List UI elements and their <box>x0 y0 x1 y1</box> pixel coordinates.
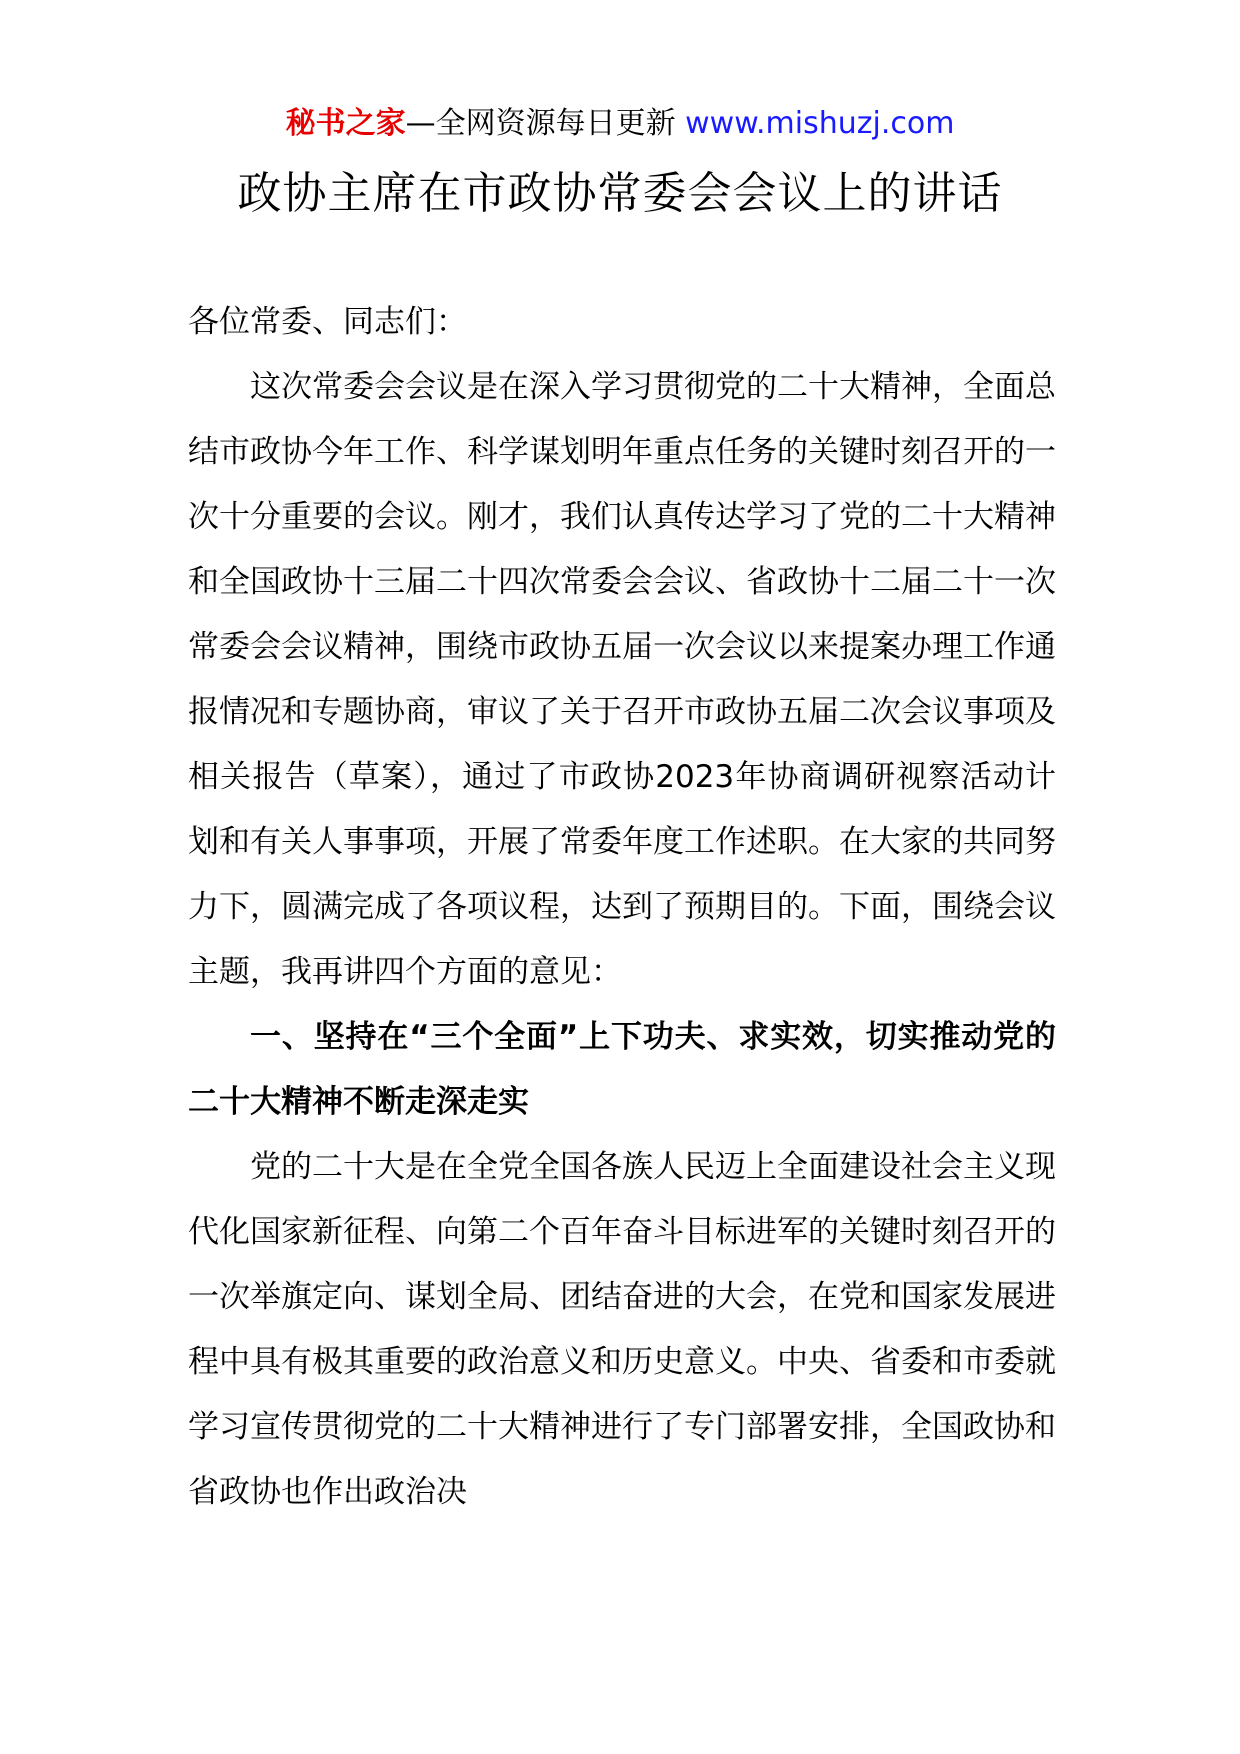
brand-name: 秘书之家 <box>285 106 406 141</box>
salutation: 各位常委、同志们： <box>188 304 467 340</box>
page-header <box>0 100 1240 148</box>
document-title: 政协主席在市政协常委会会议上的讲话 <box>237 168 1003 219</box>
paragraph-intro: 这次常委会会议是在深入学习贯彻党的二十大精神，全面总结市政协今年工作、科学谋划明年重点任务的关键时刻召开的一次十分重要的会议。刚才，我们认真传达学习了党的二十大精神和全国政协十三届二十四次常委会会议、省政协十二届二十一次常委会会议精神，围绕市政协五届一次会议以来提案办理工作通报情况和专题协商，审议了关于召开市政协五届二次会议事项及相关报告（草案），通过了市政协2023年协商调研视察活动计划和有关人事事项，开展了常委年度工作述职。在大家的共同努力下，圆满完成了各项议程，达到了预期目的。下面，围绕会议主题，我再讲四个方面的意见： <box>188 369 1056 990</box>
document-body <box>188 290 1056 1525</box>
header-tagline: —全网资源每日更新 <box>405 106 686 141</box>
website-link[interactable]: www.mishuzj.com <box>685 106 955 141</box>
paragraph-section-1: 党的二十大是在全党全国各族人民迈上全面建设社会主义现代化国家新征程、向第二个百年奋斗目标进军的关键时刻召开的一次举旗定向、谋划全局、团结奋进的大会，在党和国家发展进程中具有极其重要的政治意义和历史意义。中央、省委和市委就学习宣传贯彻党的二十大精神进行了专门部署安排，全国政协和省政协也作出政治决 <box>188 1149 1056 1510</box>
section-heading-1: 一、坚持在“三个全面”上下功夫、求实效，切实推动党的二十大精神不断走深走实 <box>188 1019 1056 1120</box>
